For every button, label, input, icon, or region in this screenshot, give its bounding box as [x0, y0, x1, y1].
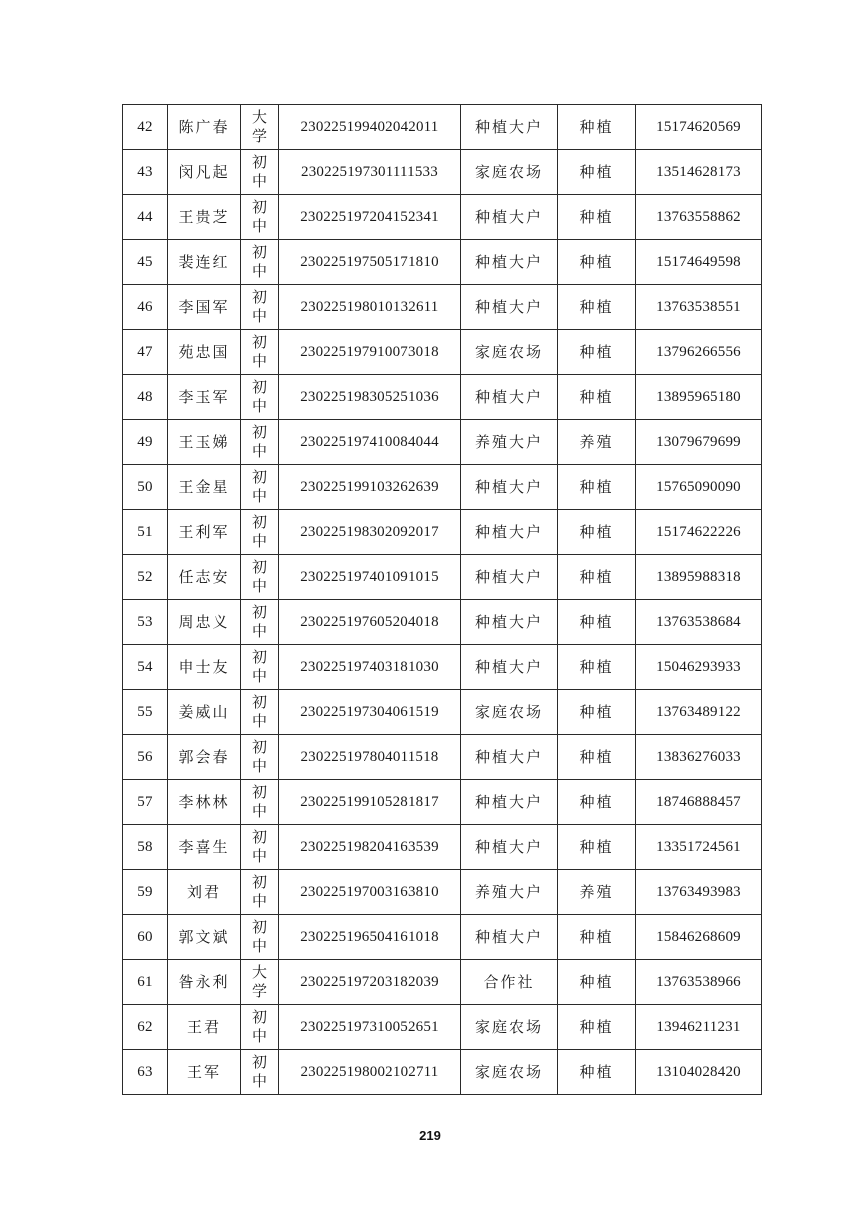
row-number-cell: 46: [123, 285, 168, 330]
row-number-cell: 54: [123, 645, 168, 690]
table-row: [123, 105, 762, 150]
id-number-cell: 230225198305251036: [279, 375, 461, 420]
id-number-cell: 230225197605204018: [279, 600, 461, 645]
row-number-cell: 55: [123, 690, 168, 735]
phone-cell: 15174649598: [636, 240, 762, 285]
row-number-cell: 45: [123, 240, 168, 285]
phone-cell: 15174622226: [636, 510, 762, 555]
table-row: [123, 1005, 762, 1050]
education-cell: [241, 600, 279, 645]
name-cell: 苑忠国: [168, 330, 241, 375]
education-cell: [241, 330, 279, 375]
industry-cell: 种植: [558, 330, 636, 375]
table-row: [123, 285, 762, 330]
education-cell: [241, 915, 279, 960]
education-cell: [241, 375, 279, 420]
education-cell: [241, 465, 279, 510]
table-row: [123, 555, 762, 600]
education-cell: [241, 1050, 279, 1095]
industry-cell: 种植: [558, 825, 636, 870]
name-cell: 郭会春: [168, 735, 241, 780]
education-text: 初中: [251, 378, 267, 415]
industry-cell: 种植: [558, 1050, 636, 1095]
name-cell: 王金星: [168, 465, 241, 510]
table-row: [123, 645, 762, 690]
education-text: 初中: [251, 603, 267, 640]
industry-cell: 种植: [558, 645, 636, 690]
row-number-cell: 53: [123, 600, 168, 645]
industry-cell: 种植: [558, 150, 636, 195]
id-number-cell: 230225197401091015: [279, 555, 461, 600]
row-number-cell: 59: [123, 870, 168, 915]
phone-cell: 13796266556: [636, 330, 762, 375]
id-number-cell: 230225197910073018: [279, 330, 461, 375]
row-number-cell: 60: [123, 915, 168, 960]
education-cell: [241, 780, 279, 825]
name-cell: 陈广春: [168, 105, 241, 150]
row-number-cell: 52: [123, 555, 168, 600]
id-number-cell: 230225198010132611: [279, 285, 461, 330]
entity-type-cell: 合作社: [461, 960, 558, 1005]
phone-cell: 13514628173: [636, 150, 762, 195]
name-cell: 郭文斌: [168, 915, 241, 960]
id-number-cell: 230225196504161018: [279, 915, 461, 960]
id-number-cell: 230225197203182039: [279, 960, 461, 1005]
name-cell: 裴连红: [168, 240, 241, 285]
table-row: [123, 465, 762, 510]
industry-cell: 种植: [558, 465, 636, 510]
education-text: 初中: [251, 783, 267, 820]
name-cell: 王玉娣: [168, 420, 241, 465]
industry-cell: 种植: [558, 240, 636, 285]
industry-cell: 种植: [558, 285, 636, 330]
phone-cell: 13895965180: [636, 375, 762, 420]
phone-cell: 13763493983: [636, 870, 762, 915]
phone-cell: 18746888457: [636, 780, 762, 825]
id-number-cell: 230225197804011518: [279, 735, 461, 780]
entity-type-cell: 种植大户: [461, 240, 558, 285]
name-cell: 王军: [168, 1050, 241, 1095]
table-row: [123, 600, 762, 645]
education-text: 初中: [251, 423, 267, 460]
phone-cell: 13895988318: [636, 555, 762, 600]
name-cell: 李玉军: [168, 375, 241, 420]
education-cell: [241, 285, 279, 330]
table-row: [123, 690, 762, 735]
phone-cell: 13763538684: [636, 600, 762, 645]
phone-cell: 13946211231: [636, 1005, 762, 1050]
row-number-cell: 48: [123, 375, 168, 420]
education-cell: [241, 510, 279, 555]
table-row: [123, 915, 762, 960]
education-cell: [241, 555, 279, 600]
name-cell: 昝永利: [168, 960, 241, 1005]
entity-type-cell: 种植大户: [461, 780, 558, 825]
table-row: [123, 420, 762, 465]
row-number-cell: 63: [123, 1050, 168, 1095]
industry-cell: 种植: [558, 195, 636, 240]
phone-cell: 13763489122: [636, 690, 762, 735]
education-cell: [241, 960, 279, 1005]
education-cell: [241, 1005, 279, 1050]
row-number-cell: 43: [123, 150, 168, 195]
entity-type-cell: 养殖大户: [461, 870, 558, 915]
entity-type-cell: 家庭农场: [461, 1005, 558, 1050]
page-number: 219: [419, 1128, 441, 1143]
phone-cell: 13079679699: [636, 420, 762, 465]
phone-cell: 15765090090: [636, 465, 762, 510]
table-row: [123, 195, 762, 240]
table-row: [123, 510, 762, 555]
row-number-cell: 44: [123, 195, 168, 240]
industry-cell: 种植: [558, 690, 636, 735]
education-text: 初中: [251, 648, 267, 685]
entity-type-cell: 种植大户: [461, 600, 558, 645]
education-text: 初中: [251, 288, 267, 325]
industry-cell: 种植: [558, 555, 636, 600]
row-number-cell: 51: [123, 510, 168, 555]
name-cell: 任志安: [168, 555, 241, 600]
name-cell: 王利军: [168, 510, 241, 555]
phone-cell: 13104028420: [636, 1050, 762, 1095]
table-row: [123, 960, 762, 1005]
education-text: 初中: [251, 513, 267, 550]
entity-type-cell: 种植大户: [461, 195, 558, 240]
education-text: 初中: [251, 333, 267, 370]
education-text: 初中: [251, 1008, 267, 1045]
name-cell: 李喜生: [168, 825, 241, 870]
row-number-cell: 62: [123, 1005, 168, 1050]
entity-type-cell: 家庭农场: [461, 1050, 558, 1095]
name-cell: 刘君: [168, 870, 241, 915]
name-cell: 闵凡起: [168, 150, 241, 195]
id-number-cell: 230225197204152341: [279, 195, 461, 240]
industry-cell: 种植: [558, 375, 636, 420]
education-text: 大学: [251, 108, 267, 145]
roster-table: [122, 104, 762, 1095]
entity-type-cell: 种植大户: [461, 375, 558, 420]
row-number-cell: 47: [123, 330, 168, 375]
industry-cell: 种植: [558, 510, 636, 555]
id-number-cell: 230225198002102711: [279, 1050, 461, 1095]
education-text: 初中: [251, 243, 267, 280]
education-text: 初中: [251, 1053, 267, 1090]
education-text: 初中: [251, 918, 267, 955]
education-cell: [241, 240, 279, 285]
industry-cell: 种植: [558, 960, 636, 1005]
industry-cell: 种植: [558, 105, 636, 150]
entity-type-cell: 种植大户: [461, 825, 558, 870]
industry-cell: 种植: [558, 1005, 636, 1050]
education-cell: [241, 150, 279, 195]
education-cell: [241, 420, 279, 465]
entity-type-cell: 种植大户: [461, 555, 558, 600]
name-cell: 周忠义: [168, 600, 241, 645]
entity-type-cell: 种植大户: [461, 510, 558, 555]
phone-cell: 13763558862: [636, 195, 762, 240]
entity-type-cell: 种植大户: [461, 915, 558, 960]
education-text: 初中: [251, 153, 267, 190]
education-cell: [241, 735, 279, 780]
education-cell: [241, 195, 279, 240]
row-number-cell: 49: [123, 420, 168, 465]
education-text: 大学: [251, 963, 267, 1000]
id-number-cell: 230225198302092017: [279, 510, 461, 555]
table-row: [123, 375, 762, 420]
row-number-cell: 58: [123, 825, 168, 870]
id-number-cell: 230225199402042011: [279, 105, 461, 150]
education-text: 初中: [251, 828, 267, 865]
name-cell: 王贵芝: [168, 195, 241, 240]
education-cell: [241, 105, 279, 150]
table-row: [123, 735, 762, 780]
row-number-cell: 50: [123, 465, 168, 510]
industry-cell: 养殖: [558, 870, 636, 915]
row-number-cell: 61: [123, 960, 168, 1005]
education-cell: [241, 645, 279, 690]
id-number-cell: 230225197003163810: [279, 870, 461, 915]
entity-type-cell: 种植大户: [461, 105, 558, 150]
entity-type-cell: 家庭农场: [461, 690, 558, 735]
table-row: [123, 780, 762, 825]
industry-cell: 种植: [558, 600, 636, 645]
entity-type-cell: 种植大户: [461, 285, 558, 330]
phone-cell: 15174620569: [636, 105, 762, 150]
education-cell: [241, 690, 279, 735]
education-text: 初中: [251, 468, 267, 505]
row-number-cell: 56: [123, 735, 168, 780]
phone-cell: 15846268609: [636, 915, 762, 960]
row-number-cell: 57: [123, 780, 168, 825]
name-cell: 王君: [168, 1005, 241, 1050]
education-text: 初中: [251, 558, 267, 595]
industry-cell: 种植: [558, 915, 636, 960]
entity-type-cell: 家庭农场: [461, 330, 558, 375]
id-number-cell: 230225197410084044: [279, 420, 461, 465]
phone-cell: 13351724561: [636, 825, 762, 870]
table-row: [123, 330, 762, 375]
id-number-cell: 230225199105281817: [279, 780, 461, 825]
id-number-cell: 230225197301111533: [279, 150, 461, 195]
id-number-cell: 230225197403181030: [279, 645, 461, 690]
name-cell: 李国军: [168, 285, 241, 330]
id-number-cell: 230225197304061519: [279, 690, 461, 735]
entity-type-cell: 种植大户: [461, 645, 558, 690]
education-text: 初中: [251, 198, 267, 235]
industry-cell: 养殖: [558, 420, 636, 465]
id-number-cell: 230225197310052651: [279, 1005, 461, 1050]
entity-type-cell: 家庭农场: [461, 150, 558, 195]
education-cell: [241, 870, 279, 915]
name-cell: 李林林: [168, 780, 241, 825]
table-row: [123, 825, 762, 870]
phone-cell: 13836276033: [636, 735, 762, 780]
id-number-cell: 230225199103262639: [279, 465, 461, 510]
phone-cell: 13763538966: [636, 960, 762, 1005]
phone-cell: 15046293933: [636, 645, 762, 690]
name-cell: 姜威山: [168, 690, 241, 735]
id-number-cell: 230225197505171810: [279, 240, 461, 285]
id-number-cell: 230225198204163539: [279, 825, 461, 870]
industry-cell: 种植: [558, 735, 636, 780]
roster-table-body: [123, 105, 762, 1095]
education-cell: [241, 825, 279, 870]
table-row: [123, 240, 762, 285]
table-row: [123, 1050, 762, 1095]
phone-cell: 13763538551: [636, 285, 762, 330]
education-text: 初中: [251, 873, 267, 910]
education-text: 初中: [251, 738, 267, 775]
industry-cell: 种植: [558, 780, 636, 825]
row-number-cell: 42: [123, 105, 168, 150]
entity-type-cell: 种植大户: [461, 465, 558, 510]
education-text: 初中: [251, 693, 267, 730]
entity-type-cell: 养殖大户: [461, 420, 558, 465]
table-row: [123, 870, 762, 915]
entity-type-cell: 种植大户: [461, 735, 558, 780]
table-row: [123, 150, 762, 195]
name-cell: 申士友: [168, 645, 241, 690]
